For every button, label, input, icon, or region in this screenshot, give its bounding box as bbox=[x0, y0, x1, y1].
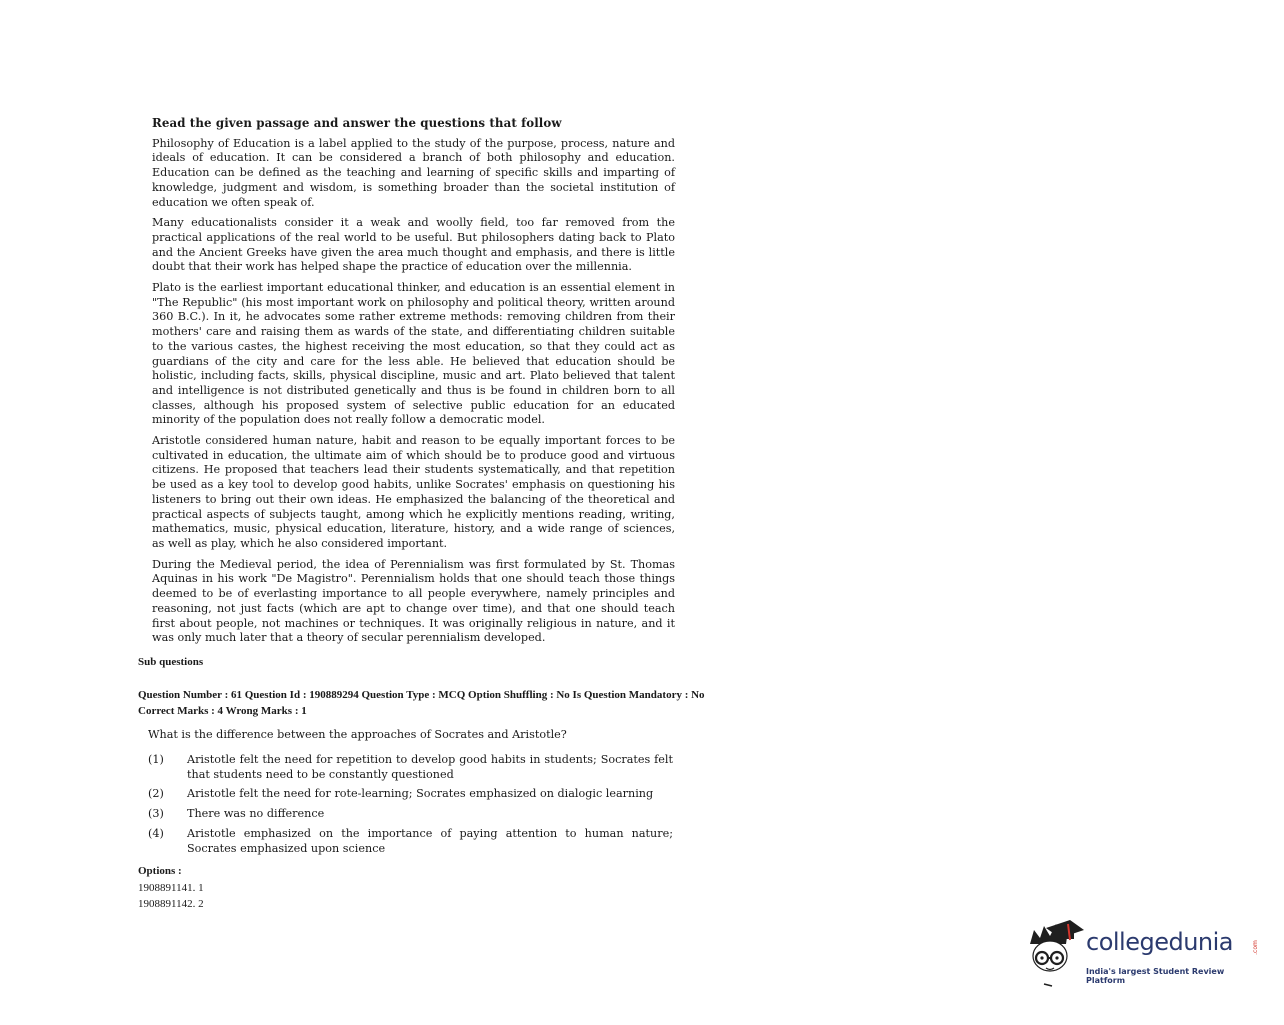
option-id-2: 1908891142. 2 bbox=[138, 898, 204, 910]
passage-heading: Read the given passage and answer the questions that follow bbox=[152, 116, 562, 130]
choice-text: There was no difference bbox=[187, 807, 325, 821]
option-id-1: 1908891141. 1 bbox=[138, 882, 204, 894]
answer-choices bbox=[148, 753, 673, 861]
question-meta bbox=[138, 687, 778, 719]
collegedunia-logo bbox=[1024, 918, 1264, 988]
sub-questions-label: Sub questions bbox=[138, 656, 204, 668]
mascot-icon bbox=[1024, 918, 1086, 988]
choice-number: (4) bbox=[148, 826, 164, 840]
passage-paragraph-2: Many educationalists consider it a weak and woolly field, too far removed from the practical applications of the real world to be useful. But philosophers dating back to Plato and the Ancient Greeks have given the area much thought and emphasis, and there is little doubt that their work has helped shape the practice of education over the millennia. bbox=[152, 216, 675, 274]
logo-tagline: India's largest Student Review Platform bbox=[1086, 967, 1225, 985]
passage-paragraph-3: Plato is the earliest important educational thinker, and education is an essential element in "The Republic" (his most important work on philosophy and political theory, written around 360 B.C.). In it, he advocates some rather extreme methods: removing children from their mothers' care and raising them as wards of the state, and differentiating children suitable to the various castes, the highest receiving the most education, so that they could act as guardians of the city and care for the less able. He believed that education should be holistic, including facts, skills, physical discipline, music and art. Plato believed that talent and intelligence is not distributed genetically and thus is be found in children born to all classes, although his proposed system of selective public education for an educated minority of the population does not really follow a democratic model. bbox=[152, 281, 675, 427]
question-meta-line-2: Correct Marks : 4 Wrong Marks : 1 bbox=[138, 705, 307, 717]
reading-passage bbox=[152, 116, 675, 652]
answer-choice-2 bbox=[148, 787, 673, 802]
question-text: What is the difference between the approaches of Socrates and Aristotle? bbox=[148, 728, 567, 741]
choice-number: (1) bbox=[148, 753, 164, 766]
passage-paragraph-1: Philosophy of Education is a label applied to the study of the purpose, process, nature and ideals of education. It can be considered a branch of both philosophy and education. Education can be defined as the teaching and learning of specific skills and imparting of knowledge, judgment and wisdom, is something broader than the societal institution of education we often speak of. bbox=[152, 136, 675, 209]
option-ids bbox=[138, 880, 204, 912]
answer-choice-3 bbox=[148, 807, 673, 822]
question-meta-line-1: Question Number : 61 Question Id : 190889294 Question Type : MCQ Option Shuffling : No Is Question Mandatory : No bbox=[138, 689, 705, 701]
choice-number: (3) bbox=[148, 807, 164, 821]
answer-choice-1 bbox=[148, 753, 673, 782]
passage-paragraph-5: During the Medieval period, the idea of Perennialism was first formulated by St. Thomas Aquinas in his work "De Magistro". Perennialism holds that one should teach those things deemed to be of everlasting importance to all people everywhere, namely principles and reasoning, not just facts (which are apt to change over time), and that one should teach first about people, not machines or techniques. It was originally religious in nature, and it was only much later that a theory of secular perennialism developed. bbox=[152, 557, 675, 645]
passage-paragraph-4: Aristotle considered human nature, habit and reason to be equally important forces to be cultivated in education, the ultimate aim of which should be to produce good and virtuous citizens. He proposed that teachers lead their students systematically, and that repetition be used as a key tool to develop good habits, unlike Socrates' emphasis on questioning his listeners to bring out their own ideas. He emphasized the balancing of the theoretical and practical aspects of subjects taught, among which he explicitly mentions reading, writing, mathematics, music, physical education, literature, history, and a wide range of sciences, as well as play, which he also considered important. bbox=[152, 434, 675, 550]
logo-domain-suffix: .com bbox=[1251, 940, 1259, 955]
choice-number: (2) bbox=[148, 787, 164, 801]
answer-choice-4 bbox=[148, 827, 673, 856]
logo-wordmark: collegedunia bbox=[1086, 928, 1234, 956]
choice-text: Aristotle emphasized on the importance of paying attention to human nature; Socrates emphasized upon science bbox=[187, 826, 673, 855]
options-label: Options : bbox=[138, 865, 182, 877]
choice-text: Aristotle felt the need for repetition to develop good habits in students; Socrates felt that students need to be constantly questioned bbox=[187, 753, 673, 781]
choice-text: Aristotle felt the need for rote-learning; Socrates emphasized on dialogic learning bbox=[187, 787, 654, 801]
